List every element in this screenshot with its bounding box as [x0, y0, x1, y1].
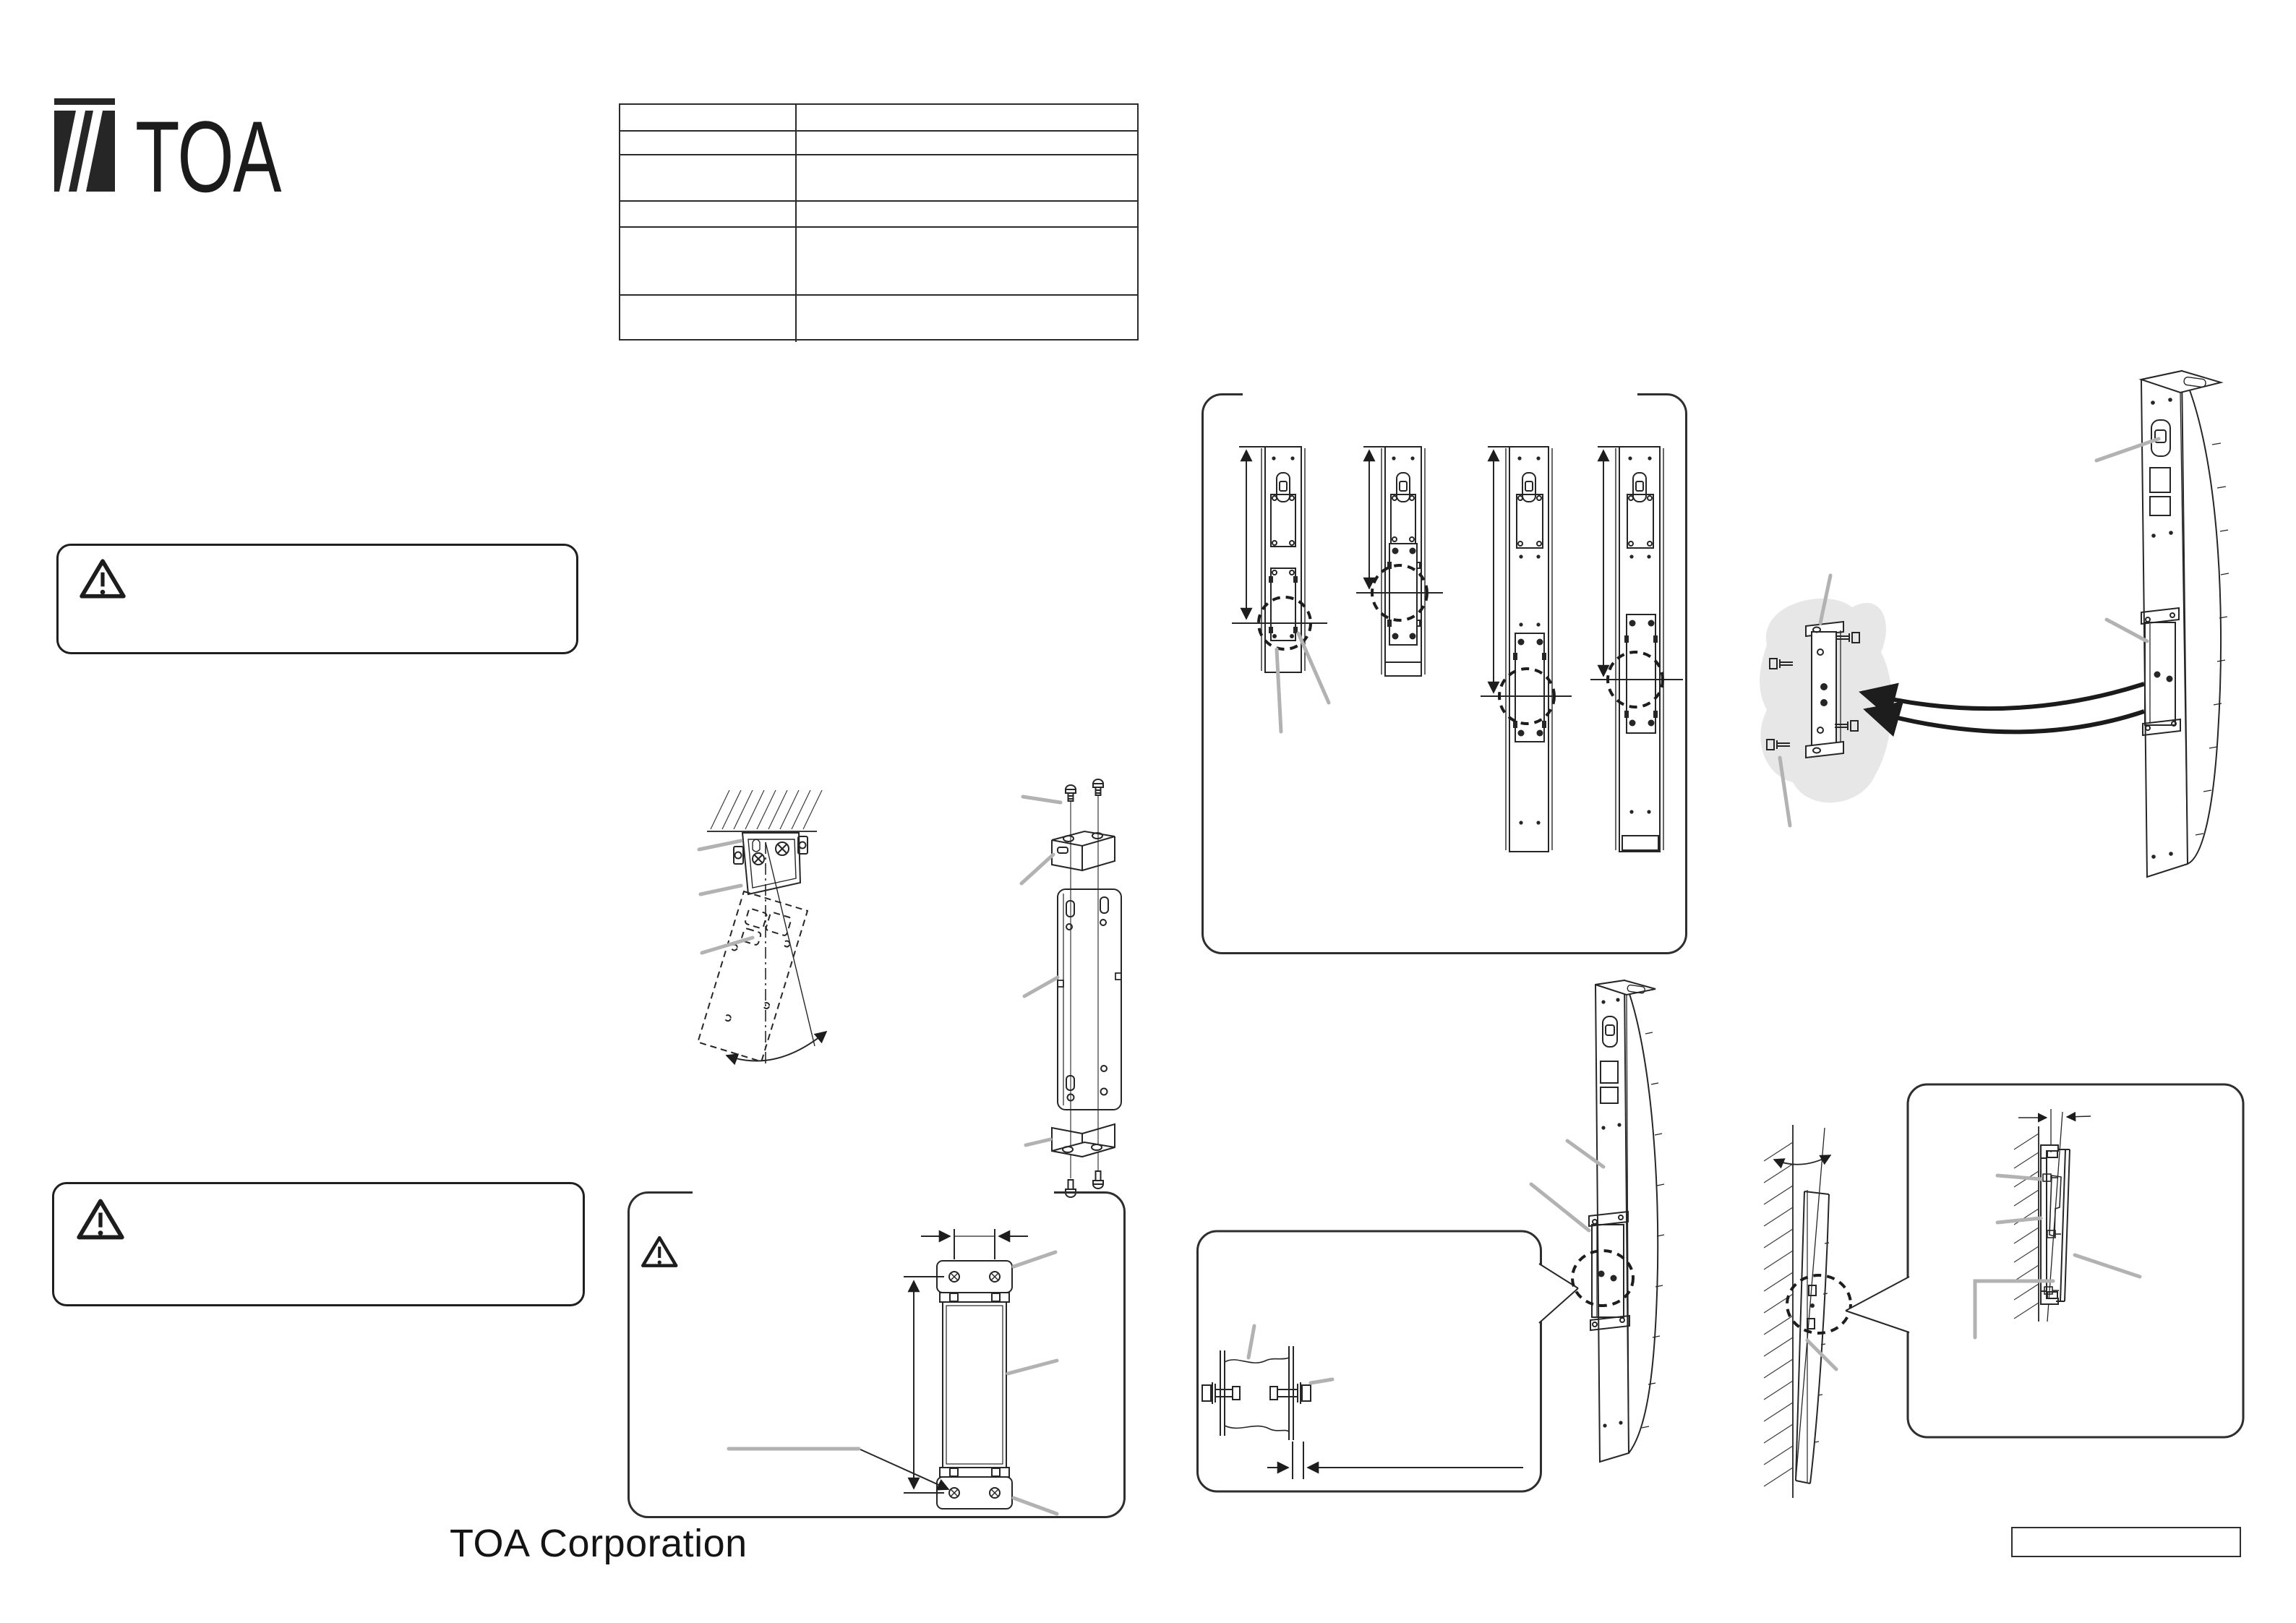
spec-table-cell [797, 202, 1137, 228]
spec-table-cell [797, 296, 1137, 342]
screw-axis-lines [1071, 795, 1098, 1178]
spec-table-cell [620, 155, 797, 202]
speaker-rear-view-4 [1590, 447, 1683, 852]
figure-ceiling-mount-diagram [690, 777, 886, 1102]
warning-triangle-icon [643, 1238, 676, 1266]
spec-table-cell [620, 228, 797, 296]
callout-bracket-side-detail [1836, 1083, 2252, 1444]
speaker-dashed-outline [698, 891, 808, 1061]
panel-speaker-variants [1201, 393, 1687, 954]
spec-table-cell [620, 132, 797, 155]
speaker-rear-view-3 [1481, 447, 1572, 852]
grille-segment-lines [1642, 1032, 1664, 1428]
toa-logo-wordmark [135, 100, 282, 213]
speaker-rear-view-1 [1232, 447, 1329, 732]
hook-direction-arrows [1862, 684, 2144, 732]
toa-logo [54, 98, 281, 213]
warning-box-1 [56, 544, 578, 654]
leader-lines [1248, 1326, 1332, 1383]
warning-triangle-icon [79, 557, 127, 601]
tilted-speaker-side [1796, 1190, 1829, 1483]
spec-table-cell [797, 132, 1137, 155]
toa-logo-text: TOA [135, 100, 281, 213]
ceiling-hatch [707, 790, 822, 831]
speaker-rear-view-2 [1356, 447, 1443, 676]
spec-table-cell [797, 228, 1137, 296]
tilt-angle-annotation [727, 842, 826, 1065]
mounting-screws-top [1066, 779, 1103, 801]
leader-lines [1021, 797, 1061, 1145]
revision-box [2011, 1527, 2241, 1557]
toa-logo-mark-icon [54, 98, 115, 192]
tilt-angle-annotation [1774, 1128, 1830, 1481]
spec-table-cell [797, 155, 1137, 202]
wall-hatch [2014, 1126, 2039, 1322]
spec-table-cell [797, 105, 1137, 132]
leader-lines [1277, 633, 1329, 732]
cross-section-drawing [1202, 1346, 1311, 1440]
leader-lines [1531, 1141, 1603, 1230]
angle-bracket-bottom [1052, 1124, 1115, 1157]
bracket-front-view [937, 1261, 1012, 1509]
leader-lines [1975, 1176, 2140, 1337]
corporate-name: TOA Corporation [450, 1522, 748, 1565]
speaker-3d-body [1595, 980, 1664, 1462]
figure-wall-bracket-installation [1742, 557, 2176, 846]
warning-box-2 [52, 1182, 585, 1306]
spec-table-cell [620, 105, 797, 132]
bracket-main-plate [1058, 889, 1121, 1110]
warning-triangle-icon [76, 1197, 125, 1242]
panel-title-gap [693, 1190, 1054, 1196]
clearance-dimension [1267, 1442, 1523, 1479]
angle-bracket-top [1052, 831, 1115, 870]
spec-table [619, 103, 1139, 341]
leader-lines [729, 1252, 1057, 1514]
figure-speaker-3d-bottom [1525, 976, 1702, 1486]
panel-bracket-dimensions [627, 1191, 1126, 1518]
panel-title-gap [1243, 392, 1637, 398]
figure-exploded-bracket-diagram [1016, 766, 1157, 1218]
spec-table-cell [620, 296, 797, 342]
callout-tail [1846, 1277, 1909, 1332]
spec-table-cell [620, 202, 797, 228]
grille-segment-lines [2196, 443, 2229, 835]
